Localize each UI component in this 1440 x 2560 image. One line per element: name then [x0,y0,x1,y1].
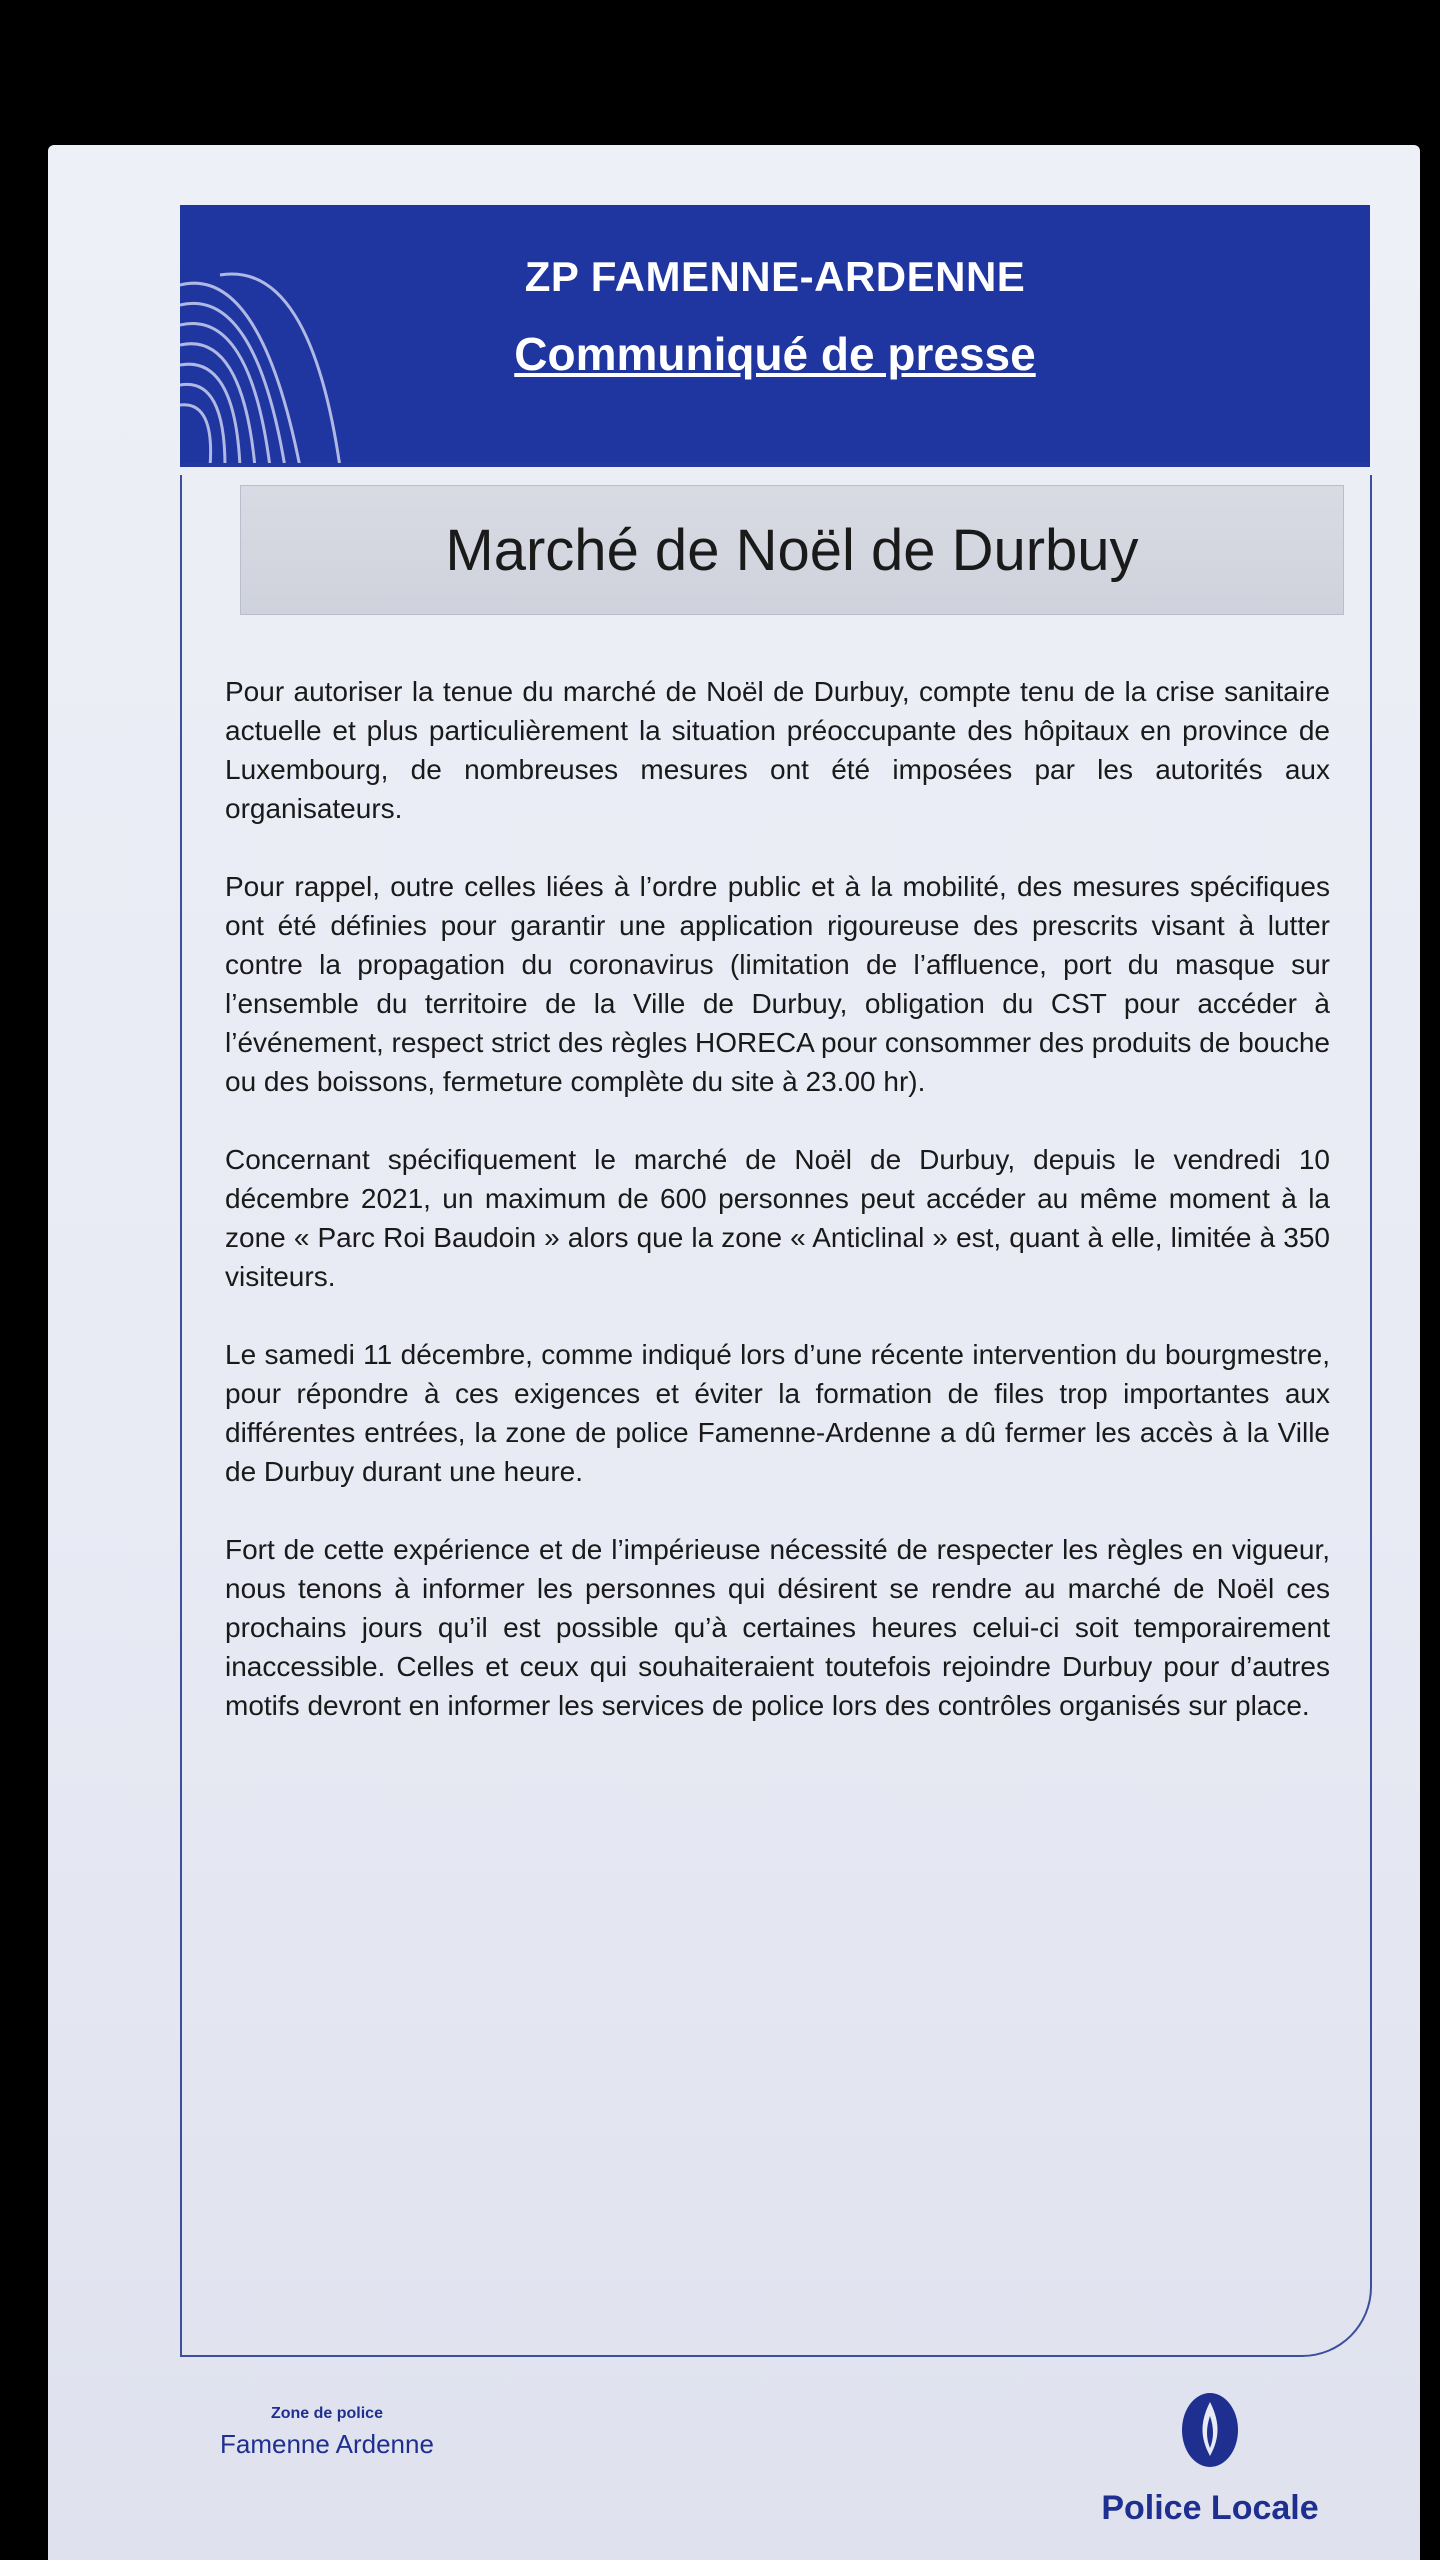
zone-label: Zone de police [270,2405,383,2422]
footer-police [1100,2390,1320,2528]
paragraph-4: Le samedi 11 décembre, comme indiqué lors d’une récente intervention du bourgmestre, pour répondre à ces exigences et éviter la formation de files trop importantes aux différentes entrées, la zone de police Famenne-Ardenne a dû fermer les accès à la Ville de Durbuy durant une heure. [225,1339,1330,1487]
police-label: Police Locale [1101,2489,1319,2527]
zone-name: Famenne Ardenne [220,2429,434,2459]
document-body [225,672,1330,1764]
page-title: Marché de Noël de Durbuy [445,517,1139,583]
police-flame-icon [1179,2390,1241,2470]
paragraph-5: Fort de cette expérience et de l’impérieuse nécessité de respecter les règles en vigueur, nous tenons à informer les personnes qui désirent se rendre au marché de Noël ces prochains jours qu’il est possible qu’à certaines heures celui-ci soit temporairement inaccessible. Celles et ceux qui souhaiteraient toutefois rejoindre Durbuy pour d’autres motifs devront en informer les services de police lors des contrôles organisés sur place. [225,1534,1330,1721]
footer-zone [220,2405,434,2460]
header-banner [180,205,1370,467]
document-type: Communiqué de presse [514,328,1036,380]
organization-name: ZP FAMENNE-ARDENNE [524,253,1026,300]
paragraph-3: Concernant spécifiquement le marché de Noël de Durbuy, depuis le vendredi 10 décembre 2021, un maximum de 600 personnes peut accéder au même moment à la zone « Parc Roi Baudoin » alors que la zone « Anticlinal » est, quant à elle, limitée à 350 visiteurs. [225,1144,1330,1292]
banner-bottom-strip [180,463,1370,467]
paragraph-1: Pour autoriser la tenue du marché de Noël de Durbuy, compte tenu de la crise sanitaire actuelle et plus particulièrement la situation préoccupante des hôpitaux en province de Luxembourg, de nombreuses mesures ont été imposées par les autorités aux organisateurs. [225,676,1330,824]
paragraph-2: Pour rappel, outre celles liées à l’ordre public et à la mobilité, des mesures spécifiques ont été définies pour garantir une application rigoureuse des prescrits visant à lutter contre la propagation du coronavirus (limitation de l’affluence, port du masque sur l’ensemble du territoire de la Ville de Durbuy, obligation du CST pour accéder à l’événement, respect strict des règles HORECA pour consommer des produits de bouche ou des boissons, fermeture complète du site à 23.00 hr). [225,871,1330,1097]
title-box [240,485,1344,615]
